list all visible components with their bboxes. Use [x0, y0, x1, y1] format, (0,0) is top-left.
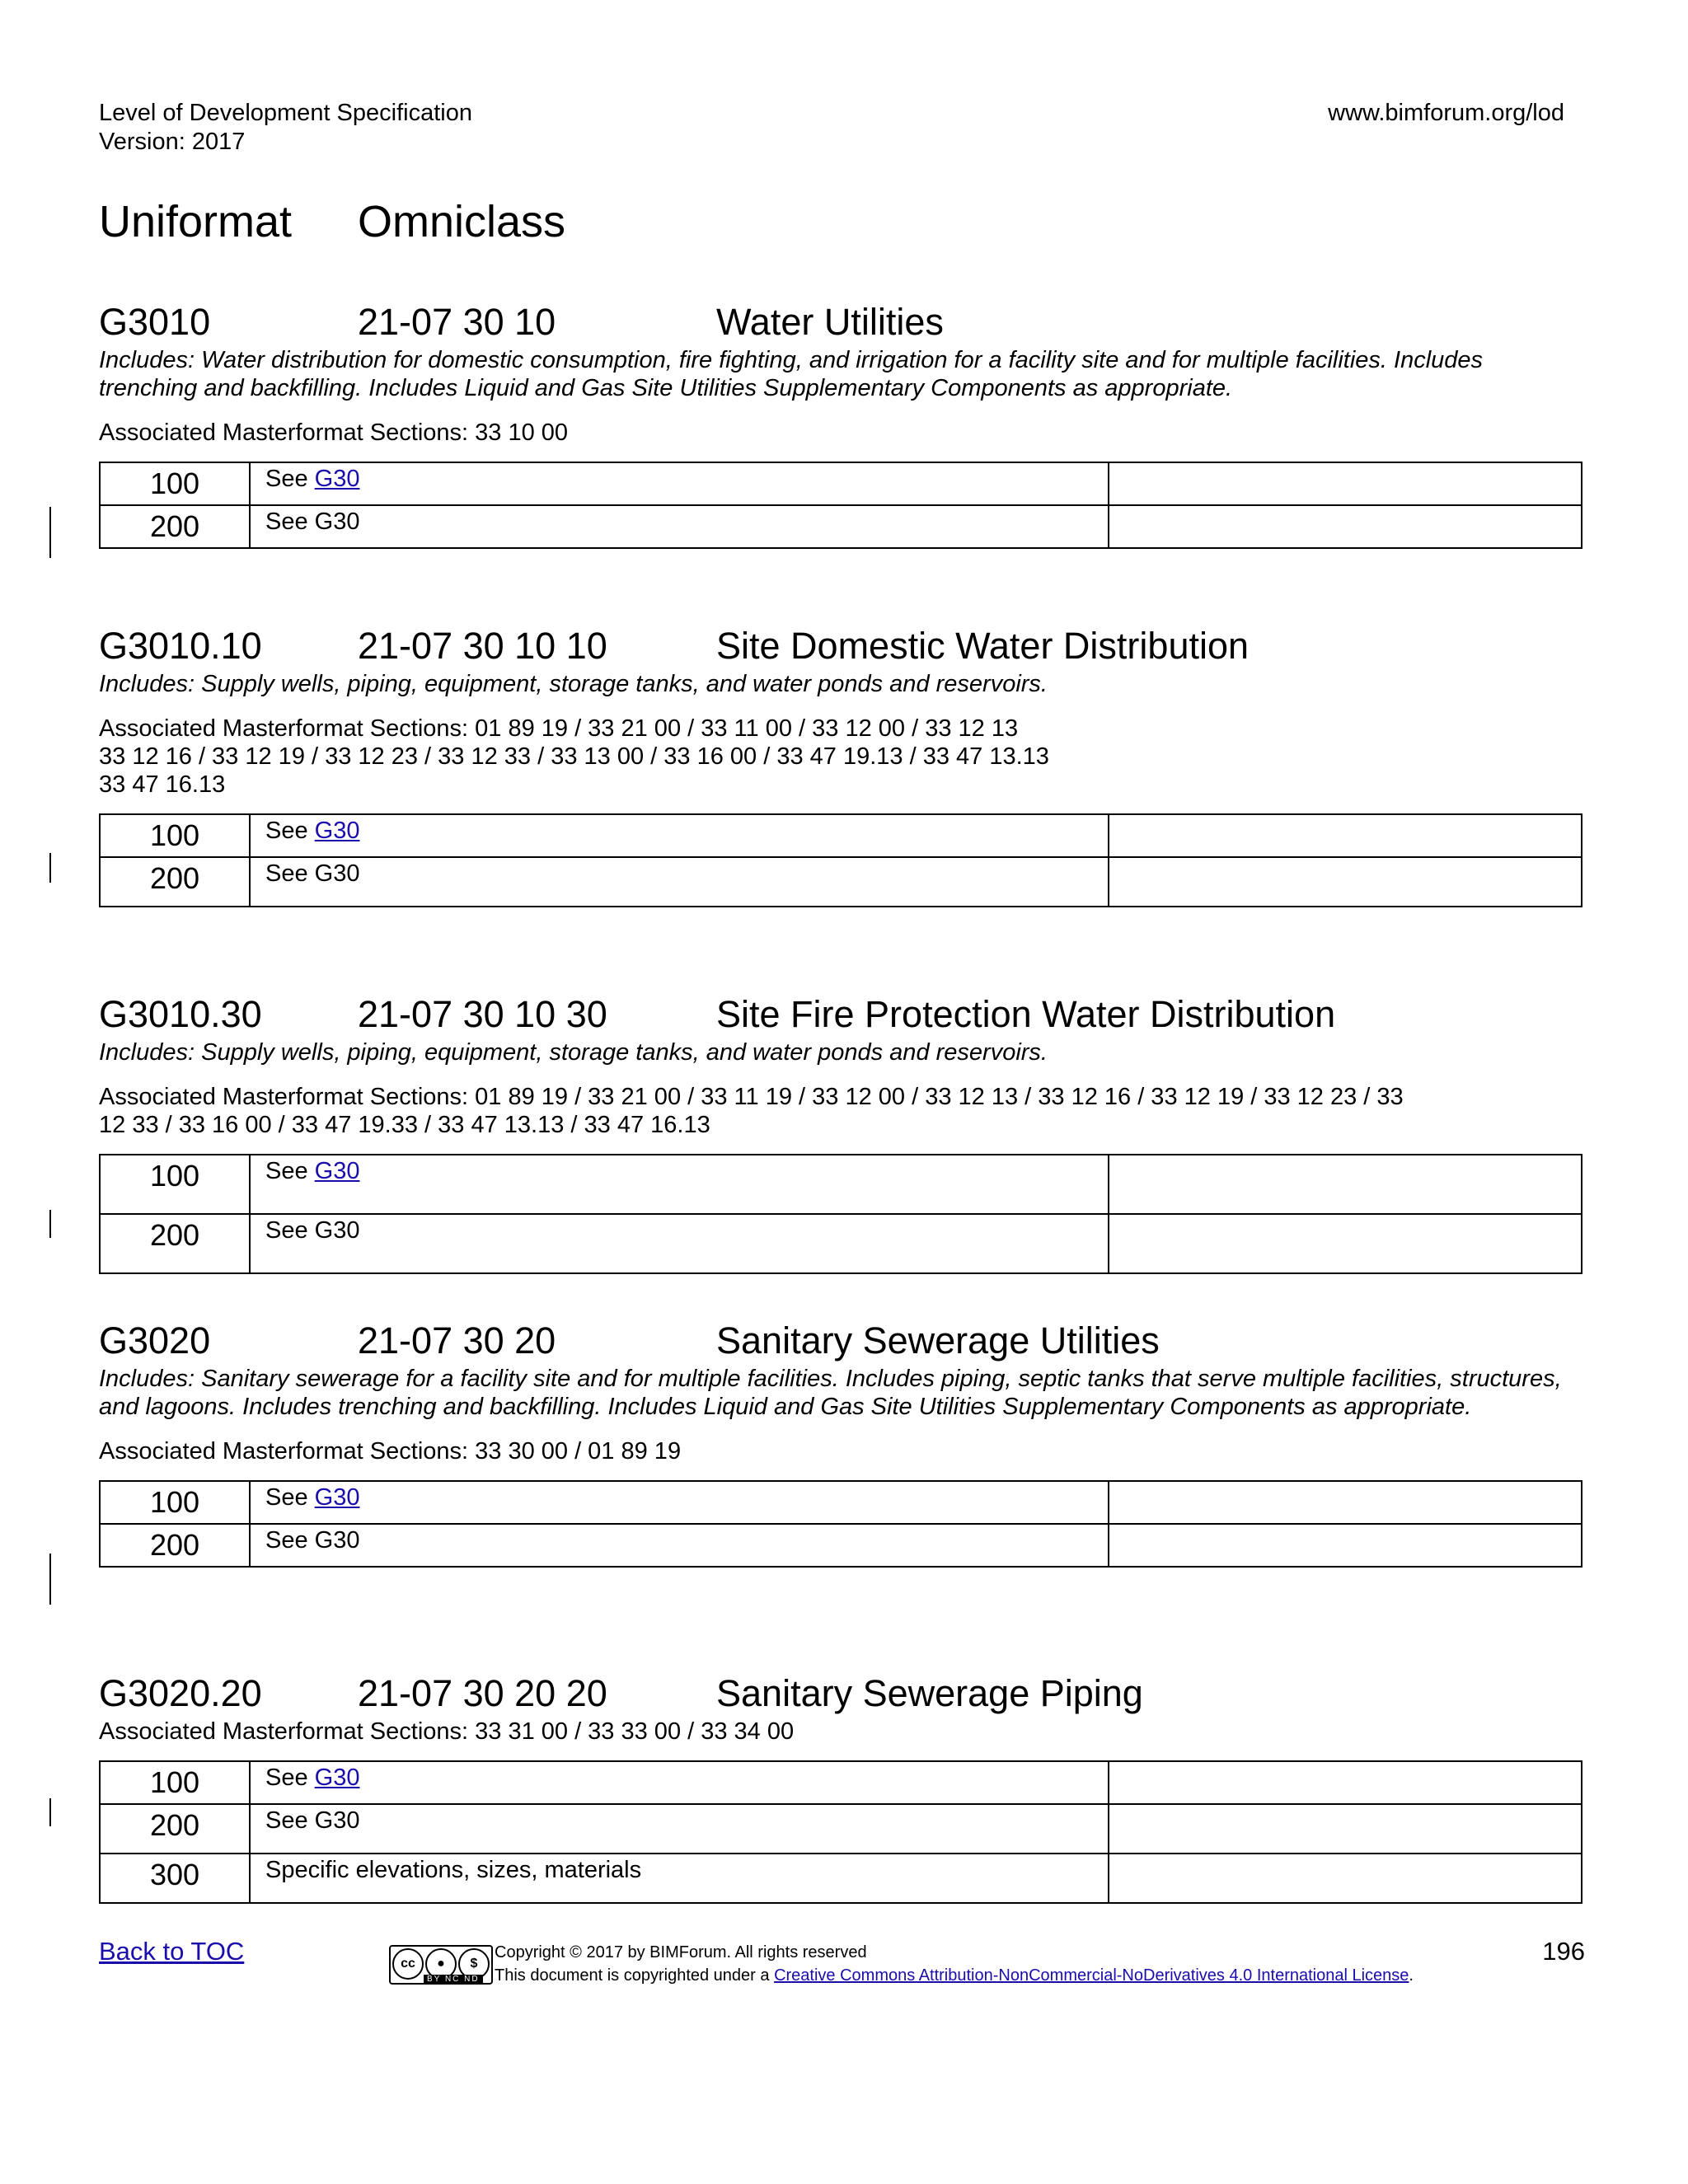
table-row: [100, 1214, 1582, 1273]
masterformat-sections-cont: 33 47 16.13: [99, 771, 226, 798]
lod-table: [99, 813, 1582, 907]
table-row: [100, 1761, 1582, 1804]
masterformat-sections-cont: 12 33 / 33 16 00 / 33 47 19.33 / 33 47 13.13 / 33 47 16.13: [99, 1112, 710, 1138]
masterformat-sections: Associated Masterformat Sections: 01 89 19 / 33 21 00 / 33 11 19 / 33 12 00 / 33 12 13 / 33 12 16 / 33 12 19 / 33 12 23 / 33: [99, 1084, 1404, 1110]
omniclass-code: 21-07 30 10 10: [358, 625, 607, 667]
lod-level: 100: [100, 462, 250, 505]
change-bar: [49, 507, 51, 558]
copyright-text: Copyright © 2017 by BIMForum. All rights reserved: [495, 1943, 867, 1961]
table-row: [100, 814, 1582, 857]
lod-level: 200: [100, 1804, 250, 1854]
section-g3020-20: [99, 1670, 1582, 1904]
g30-link[interactable]: G30: [314, 466, 360, 492]
lod-level: 100: [100, 1155, 250, 1214]
license-prefix: This document is copyrighted under a: [495, 1966, 775, 1985]
lod-table: [99, 462, 1582, 549]
lod-table: [99, 1154, 1582, 1274]
license-text: [495, 1965, 1414, 1986]
omniclass-code: 21-07 30 10 30: [358, 993, 607, 1035]
lod-notes-cell: [1109, 1481, 1582, 1524]
cc-icon: cc: [392, 1948, 424, 1980]
attribution-icon: ●: [425, 1948, 457, 1980]
lod-level: 200: [100, 1524, 250, 1567]
section-name: Site Domestic Water Distribution: [716, 625, 1250, 667]
g30-link[interactable]: G30: [314, 1158, 360, 1184]
omniclass-code: 21-07 30 20: [358, 1319, 556, 1361]
table-row: [100, 1481, 1582, 1524]
website-url: www.bimforum.org/lod: [1328, 100, 1564, 126]
lod-notes-cell: [1109, 462, 1582, 505]
lod-notes-cell: [1109, 857, 1582, 907]
change-bar: [49, 1210, 51, 1238]
masterformat-sections: Associated Masterformat Sections: 33 31 00 / 33 33 00 / 33 34 00: [99, 1718, 795, 1745]
section-g3020: [99, 1317, 1582, 1568]
uniformat-code: G3020.20: [99, 1672, 262, 1714]
see-label: See: [265, 466, 315, 492]
lod-notes-cell: [1109, 1804, 1582, 1854]
lod-table: [99, 1480, 1582, 1568]
see-label: See: [265, 818, 315, 844]
page-number: 196: [1542, 1937, 1585, 1966]
masterformat-sections: Associated Masterformat Sections: 33 10 00: [99, 419, 569, 446]
g30-link[interactable]: G30: [314, 1484, 360, 1511]
lod-level: 200: [100, 505, 250, 548]
uniformat-code: G3010: [99, 301, 211, 343]
section-title: [99, 1317, 1582, 1365]
section-title: [99, 991, 1582, 1038]
lod-notes-cell: [1109, 1214, 1582, 1273]
lod-notes-cell: [1109, 1524, 1582, 1567]
lod-description: [250, 462, 1109, 505]
lod-notes-cell: [1109, 814, 1582, 857]
includes-text: Includes: Water distribution for domestic consumption, fire fighting, and irrigation for a facility site and for multiple facilities. Includes trenching and backfilling. Includes Liquid and Gas Site Utilities Supplementary Components as appropriate.: [99, 347, 1484, 401]
masterformat-sections: Associated Masterformat Sections: 33 30 00 / 01 89 19: [99, 1438, 682, 1465]
table-row: [100, 1854, 1582, 1903]
see-label: See: [265, 1765, 315, 1791]
change-bar: [49, 1798, 51, 1826]
lod-level: 200: [100, 1214, 250, 1273]
uniformat-column-heading: Uniformat: [99, 197, 293, 246]
lod-level: 100: [100, 814, 250, 857]
omniclass-column-heading: Omniclass: [358, 197, 566, 246]
change-bar: [49, 1554, 51, 1605]
lod-level: 300: [100, 1854, 250, 1903]
see-label: See: [265, 1484, 315, 1511]
lod-description: See G30: [250, 505, 1109, 548]
lod-notes-cell: [1109, 1155, 1582, 1214]
g30-link[interactable]: G30: [314, 818, 360, 844]
lod-description: [250, 1481, 1109, 1524]
lod-table: [99, 1760, 1582, 1904]
section-g3010-30: [99, 991, 1582, 1274]
back-to-toc-link[interactable]: Back to TOC: [99, 1937, 245, 1966]
lod-description: [250, 1761, 1109, 1804]
lod-description: Specific elevations, sizes, materials: [250, 1854, 1109, 1903]
section-name: Site Fire Protection Water Distribution: [716, 993, 1336, 1035]
masterformat-sections: Associated Masterformat Sections: 01 89 19 / 33 21 00 / 33 11 00 / 33 12 00 / 33 12 13: [99, 715, 1019, 742]
change-bar: [49, 853, 51, 883]
section-name: Water Utilities: [716, 301, 944, 343]
uniformat-code: G3020: [99, 1319, 211, 1361]
table-row: [100, 505, 1582, 548]
includes-text: Includes: Sanitary sewerage for a facility site and for multiple facilities. Includes piping, septic tanks that serve multiple facilities, structures, and lagoons. Includes trenching and backfilling. Includes Liquid and Gas Site Utilities Supplementary Components as appropriate.: [99, 1366, 1562, 1420]
section-g3010: [99, 298, 1582, 549]
table-row: [100, 1155, 1582, 1214]
version-label: Version: 2017: [99, 129, 246, 155]
masterformat-sections-cont: 33 12 16 / 33 12 19 / 33 12 23 / 33 12 33 / 33 13 00 / 33 16 00 / 33 47 19.13 / 33 47 13.13: [99, 743, 1049, 770]
lod-level: 100: [100, 1481, 250, 1524]
lod-description: See G30: [250, 1804, 1109, 1854]
lod-description: See G30: [250, 1524, 1109, 1567]
includes-text: Includes: Supply wells, piping, equipment, storage tanks, and water ponds and reservoirs.: [99, 671, 1048, 697]
section-name: Sanitary Sewerage Utilities: [716, 1319, 1160, 1361]
lod-level: 100: [100, 1761, 250, 1804]
license-link[interactable]: Creative Commons Attribution-NonCommercial-NoDerivatives 4.0 International License: [774, 1966, 1409, 1985]
section-name: Sanitary Sewerage Piping: [716, 1672, 1143, 1714]
table-row: [100, 857, 1582, 907]
lod-description: See G30: [250, 1214, 1109, 1273]
table-row: [100, 1524, 1582, 1567]
section-title: [99, 298, 1582, 346]
table-row: [100, 462, 1582, 505]
g30-link[interactable]: G30: [314, 1765, 360, 1791]
uniformat-code: G3010.30: [99, 993, 262, 1035]
includes-text: Includes: Supply wells, piping, equipment, storage tanks, and water ponds and reservoirs.: [99, 1039, 1048, 1066]
lod-notes-cell: [1109, 1854, 1582, 1903]
lod-description: [250, 1155, 1109, 1214]
omniclass-code: 21-07 30 20 20: [358, 1672, 607, 1714]
cc-badge-label: BY NC ND: [424, 1975, 483, 1984]
document-title: Level of Development Specification: [99, 100, 472, 126]
table-row: [100, 1804, 1582, 1854]
see-label: See: [265, 1158, 315, 1184]
section-title: [99, 1670, 1582, 1718]
lod-level: 200: [100, 857, 250, 907]
section-title: [99, 622, 1582, 670]
uniformat-code: G3010.10: [99, 625, 262, 667]
noncommercial-icon: $: [458, 1948, 490, 1980]
lod-description: [250, 814, 1109, 857]
creative-commons-badge: [389, 1945, 493, 1985]
lod-notes-cell: [1109, 505, 1582, 548]
license-suffix: .: [1409, 1966, 1414, 1985]
section-g3010-10: [99, 622, 1582, 907]
omniclass-code: 21-07 30 10: [358, 301, 556, 343]
lod-notes-cell: [1109, 1761, 1582, 1804]
lod-description: See G30: [250, 857, 1109, 907]
